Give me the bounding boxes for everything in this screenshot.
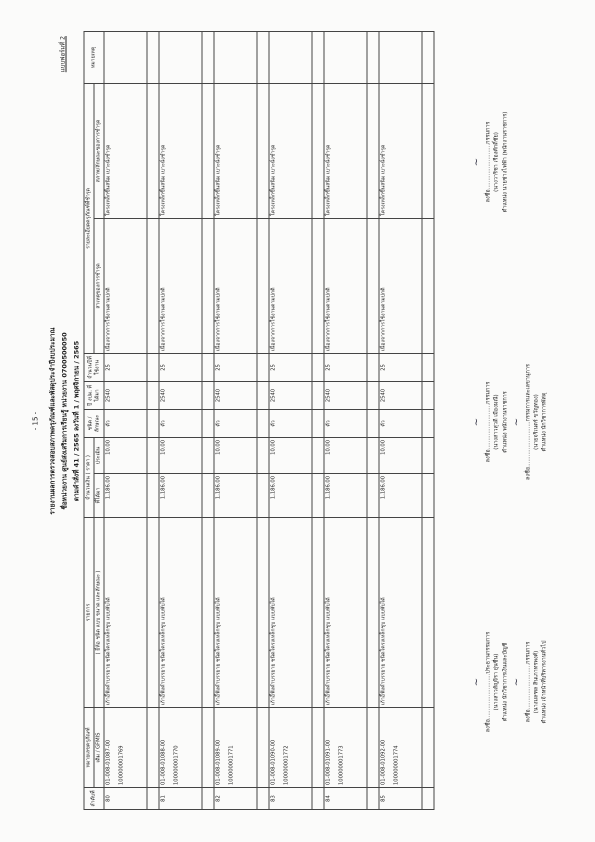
cell-estimated: 10.00: [269, 437, 312, 473]
cell-year: 2540: [159, 381, 202, 409]
signature-block-left: [470, 582, 550, 782]
header-condition-group: รายละเอียดครุภัณฑ์ที่ชำรุด: [84, 83, 94, 353]
cell-status: โครงเหล็กขึ้นสนิม เบาะนั่งชำรุด: [324, 83, 367, 218]
signature-mark: ~: [511, 417, 523, 427]
cell-age: 25: [324, 353, 367, 381]
cell-seq: 83: [269, 788, 312, 810]
cell-seq: 82: [214, 788, 257, 810]
cell-year: 2540: [379, 381, 422, 409]
cell-code: [324, 708, 367, 788]
cell-remark: [104, 31, 147, 83]
signer-position: ตำแหน่ง พนักงานราชการ: [502, 391, 508, 453]
cell-item: เก้าอี้ฟังคำบรรยาย ชนิดโครงเหล็กชุบ แบบพับได้: [269, 518, 312, 708]
signature-mark: ~: [471, 157, 483, 167]
cell-cause: เนื่องจากการใช้งานตามปกติ: [214, 218, 257, 353]
header-unit: ชนิด / ลักษณะ: [84, 409, 104, 437]
cell-estimated: 10.00: [104, 437, 147, 473]
cell-code-old: 01-008-01089-00: [215, 739, 222, 785]
spacer-row: [367, 31, 379, 809]
header-asset-no: หมายเลขครุภัณฑ์: [84, 708, 94, 788]
table-row: [214, 31, 257, 809]
header-estimated: ประเมิน: [94, 437, 104, 473]
cell-remark: [269, 31, 312, 83]
cell-price: 1,186.00: [379, 474, 422, 518]
cell-unit: ตัว: [324, 409, 367, 437]
cell-code-gfmis: 100000001769: [118, 745, 125, 785]
cell-unit: ตัว: [159, 409, 202, 437]
cell-estimated: 10.00: [379, 437, 422, 473]
cell-item: เก้าอี้ฟังคำบรรยาย ชนิดโครงเหล็กชุบ แบบพับได้: [104, 518, 147, 708]
spacer-row: [312, 31, 324, 809]
cell-cause: เนื่องจากการใช้งานตามปกติ: [104, 218, 147, 353]
header-unit-price: ที่ได้มา: [94, 474, 104, 518]
signer-name: (นายจริเนตร์ ขวัญทอง): [533, 394, 540, 450]
cell-seq: 80: [104, 788, 147, 810]
cell-cause: เนื่องจากการใช้งานตามปกติ: [159, 218, 202, 353]
table-row: [324, 31, 367, 809]
header-row-1: [84, 31, 94, 809]
signer-name: (นางมลฑล สินเภาทรพงศ์): [533, 650, 540, 714]
cell-code-gfmis: 100000001771: [228, 745, 235, 785]
cell-year: 2540: [324, 381, 367, 409]
cell-price: 1,186.00: [324, 474, 367, 518]
signature-line: ลงชื่อ..........................กรรมการ: [525, 641, 532, 723]
cell-price: 1,186.00: [214, 474, 257, 518]
order-line: ตามคำสั่งที่ 41 / 2565 ลงวันที่ 1 / พฤศจิกายน / 2565: [72, 340, 81, 502]
signature-mark: ~: [471, 677, 483, 687]
cell-code: [379, 708, 422, 788]
cell-remark: [379, 31, 422, 83]
table-row: [269, 31, 312, 809]
signer-position: ตำแหน่ง นักวิชาการพัสดุ: [541, 392, 548, 452]
header-remark: หมายเหตุ: [84, 31, 104, 83]
cell-age: 25: [214, 353, 257, 381]
cell-code-old: 01-008-01091-00: [325, 739, 332, 785]
signer-name: (นางสาวสุวดี เมืองมณี): [493, 394, 500, 450]
table-row: [379, 31, 422, 809]
header-item-sub: ( ยี่ห้อ ชนิด แบบ ขนาด และลักษณะ ): [94, 518, 104, 708]
signature-line: ลงชื่อ..........................กรรมการ: [485, 121, 492, 203]
cell-remark: [159, 31, 202, 83]
cell-unit: ตัว: [104, 409, 147, 437]
spacer-row: [422, 31, 434, 809]
cell-status: โครงเหล็กขึ้นสนิม เบาะนั่งชำรุด: [379, 83, 422, 218]
cell-cause: เนื่องจากการใช้งานตามปกติ: [269, 218, 312, 353]
cell-item: เก้าอี้ฟังคำบรรยาย ชนิดโครงเหล็กชุบ แบบพับได้: [214, 518, 257, 708]
cell-price: 1,186.00: [104, 474, 147, 518]
cell-item: เก้าอี้ฟังคำบรรยาย ชนิดโครงเหล็กชุบ แบบพับได้: [379, 518, 422, 708]
cell-estimated: 10.00: [159, 437, 202, 473]
signature-line: ลงชื่อ..........................กรรมการและเลขานุการ: [525, 364, 532, 480]
cell-status: โครงเหล็กขึ้นสนิม เบาะนั่งชำรุด: [269, 83, 312, 218]
report-title: รายงานผลการตรวจสอบสภาพครุภัณฑ์และพัสดุประจำปีงบประมาณ: [48, 327, 57, 515]
header-year: ปี งปม. ที่ได้มา: [84, 381, 104, 409]
cell-status: โครงเหล็กขึ้นสนิม เบาะนั่งชำรุด: [104, 83, 147, 218]
cell-code: [269, 708, 312, 788]
table-row: [104, 31, 147, 809]
cell-age: 25: [269, 353, 312, 381]
cell-code-old: 01-008-01088-00: [160, 739, 167, 785]
cell-year: 2540: [269, 381, 312, 409]
cell-code-gfmis: 100000001774: [393, 745, 400, 785]
cell-code-gfmis: 100000001770: [173, 745, 180, 785]
cell-unit: ตัว: [379, 409, 422, 437]
signature-mark: ~: [511, 677, 523, 687]
cell-code: [159, 708, 202, 788]
cell-status: โครงเหล็กขึ้นสนิม เบาะนั่งชำรุด: [159, 83, 202, 218]
header-cause: สาเหตุของการชำรุด: [94, 218, 104, 353]
cell-estimated: 10.00: [214, 437, 257, 473]
cell-cause: เนื่องจากการใช้งานตามปกติ: [324, 218, 367, 353]
cell-unit: ตัว: [269, 409, 312, 437]
cell-unit: ตัว: [214, 409, 257, 437]
form-label: แบบฟอร์มที่ 2: [59, 36, 67, 73]
cell-seq: 85: [379, 788, 422, 810]
cell-year: 2540: [214, 381, 257, 409]
spacer-row: [257, 31, 269, 809]
cell-code: [214, 708, 257, 788]
cell-code-gfmis: 100000001773: [338, 745, 345, 785]
spacer-row: [147, 31, 159, 809]
cell-remark: [324, 31, 367, 83]
cell-price: 1,186.00: [269, 474, 312, 518]
header-status: สภาพ/ลักษณะของการชำรุด: [94, 83, 104, 218]
cell-remark: [214, 31, 257, 83]
header-item: รายการ: [84, 518, 94, 708]
cell-code: [104, 708, 147, 788]
cell-estimated: 10.00: [324, 437, 367, 473]
cell-seq: 84: [324, 788, 367, 810]
cell-code-old: 01-008-01087-00: [105, 739, 112, 785]
agency-line: ชื่อหน่วยงาน ศูนย์ส่งเสริมการเรียนรู้ หน่วยงาน 0700500050: [60, 332, 69, 510]
cell-code-old: 01-008-01090-00: [270, 739, 277, 785]
cell-price: 1,186.00: [159, 474, 202, 518]
signer-position: ตำแหน่ง นายช่างไฟฟ้า (พนักงานราชการ): [502, 111, 508, 213]
cell-item: เก้าอี้ฟังคำบรรยาย ชนิดโครงเหล็กชุบ แบบพับได้: [324, 518, 367, 708]
cell-code-old: 01-008-01092-00: [380, 739, 387, 785]
signature-line: ลงชื่อ..........................กรรมการ: [485, 381, 492, 463]
signature-line: ลงชื่อ..........................ประธานกรรมการ: [485, 631, 492, 733]
cell-cause: เนื่องจากการใช้งานตามปกติ: [379, 218, 422, 353]
asset-table: [84, 31, 435, 810]
cell-age: 25: [104, 353, 147, 381]
signer-name: (นางวาริชา เรืองศักดิ์ชัย): [493, 132, 500, 192]
header-asset-no-sub: เดิม / GFMIS: [94, 708, 104, 788]
cell-item: เก้าอี้ฟังคำบรรยาย ชนิดโครงเหล็กชุบ แบบพับได้: [159, 518, 202, 708]
cell-status: โครงเหล็กขึ้นสนิม เบาะนั่งชำรุด: [214, 83, 257, 218]
header-seq: ลำดับที่: [84, 788, 104, 810]
signature-block-middle: [470, 322, 550, 522]
spacer-row: [202, 31, 214, 809]
signer-position: ตำแหน่ง นักวิชาการเงินและบัญชี: [502, 642, 508, 722]
header-age: จำนวนปีที่ใช้งาน: [84, 353, 104, 381]
signature-mark: ~: [471, 417, 483, 427]
cell-age: 25: [379, 353, 422, 381]
cell-seq: 81: [159, 788, 202, 810]
cell-age: 25: [159, 353, 202, 381]
signer-name: (นางสาวสัญจิรา ยุ่นชื่น): [493, 653, 500, 711]
signature-block-right: [470, 62, 510, 262]
cell-year: 2540: [104, 381, 147, 409]
page-number: - 15 -: [31, 411, 40, 431]
table-row: [159, 31, 202, 809]
cell-code-gfmis: 100000001772: [283, 745, 290, 785]
header-amount: จำนวนเงิน ( ราคา ): [84, 437, 94, 517]
signer-position: ตำแหน่ง เจ้าหน้าที่บริหารงานทั่วไป: [541, 640, 548, 724]
